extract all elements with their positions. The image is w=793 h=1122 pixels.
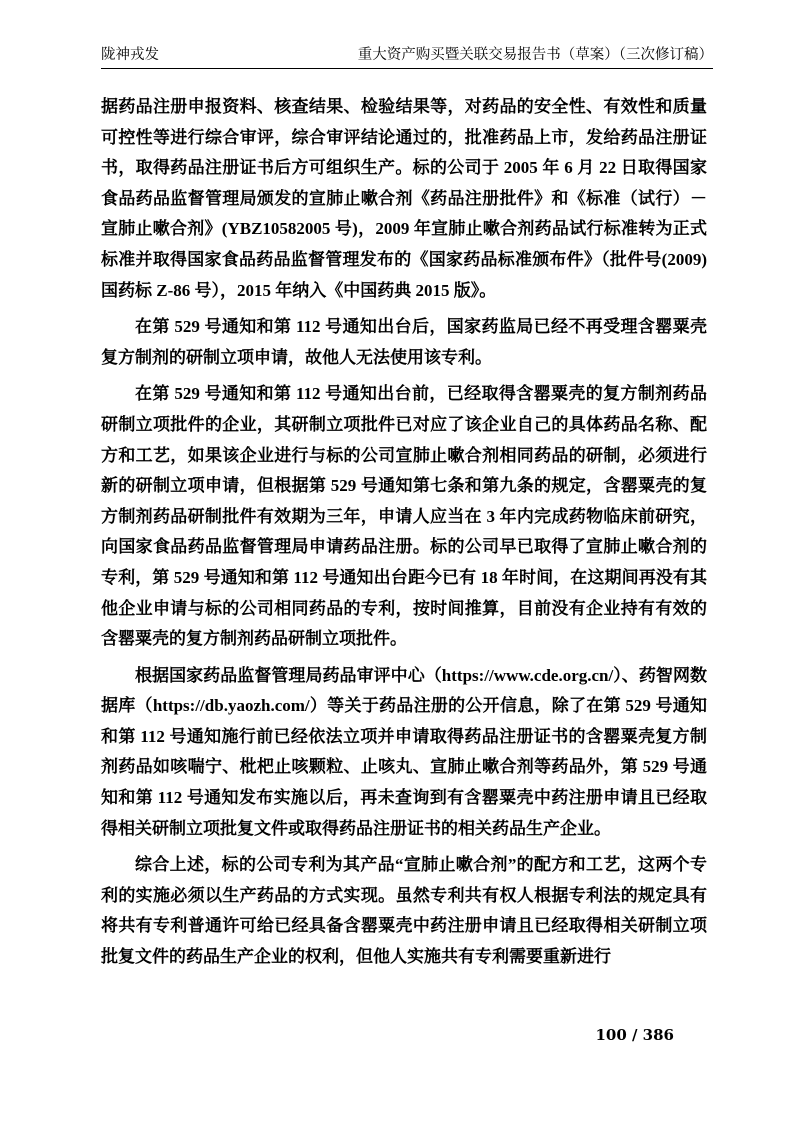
paragraph: 据药品注册申报资料、核查结果、检验结果等，对药品的安全性、有效性和质量可控性等进行综合审评，综合审评结论通过的，批准药品上市，发给药品注册证书，取得药品注册证书后方可组织生产。标的公司于 2005 年 6 月 22 日取得国家食品药品监督管理局颁发的宣肺止嗽合剂《药品注册批件》和《标准（试行）－宣肺止嗽合剂》(YBZ10582005 号)，2009 年宣肺止嗽合剂药品试行标准转为正式标准并取得国家食品药品监督管理发布的《国家药品标准颁布件》（批件号(2009)国药标 Z-86 号），2015 年纳入《中国药典 2015 版》。	[101, 97, 707, 300]
paragraph: 根据国家药品监督管理局药品审评中心（https://www.cde.org.cn/）、药智网数据库（https://db.yaozh.com/）等关于药品注册的公开信息，除了在第 529 号通知和第 112 号通知施行前已经依法立项并申请取得药品注册证书的含罂粟壳复方制剂药品如咳喘宁、枇杷止咳颗粒、止咳丸、宣肺止嗽合剂等药品外，第 529 号通知和第 112 号通知发布实施以后，再未查询到有含罂粟壳中药注册申请且已经取得相关研制立项批复文件或取得药品注册证书的相关药品生产企业。	[101, 665, 707, 838]
paragraph: 综合上述，标的公司专利为其产品“宣肺止嗽合剂”的配方和工艺，这两个专利的实施必须以生产药品的方式实现。虽然专利共有权人根据专利法的规定具有将共有专利普通许可给已经具备含罂粟壳中药注册申请且已经取得相关研制立项批复文件的药品生产企业的权利，但他人实施共有专利需要重新进行	[101, 855, 707, 967]
page-number: 100 / 386	[595, 1026, 674, 1044]
paragraph: 在第 529 号通知和第 112 号通知出台后，国家药监局已经不再受理含罂粟壳复方制剂的研制立项申请，故他人无法使用该专利。	[101, 317, 707, 367]
header-report-title: 重大资产购买暨关联交易报告书（草案）（三次修订稿）	[357, 47, 713, 63]
page-footer	[101, 1026, 707, 1045]
paragraph: 在第 529 号通知和第 112 号通知出台前，已经取得含罂粟壳的复方制剂药品研制立项批件的企业，其研制立项批件已对应了该企业自己的具体药品名称、配方和工艺，如果该企业进行与标的公司宣肺止嗽合剂相同药品的研制，必须进行新的研制立项申请，但根据第 529 号通知第七条和第九条的规定，含罂粟壳的复方制剂药品研制批件有效期为三年，申请人应当在 3 年内完成药物临床前研究，向国家食品药品监督管理局申请药品注册。标的公司早已取得了宣肺止嗽合剂的专利，第 529 号通知和第 112 号通知出台距今已有 18 年时间，在这期间再没有其他企业申请与标的公司相同药品的专利，按时间推算，目前没有企业持有有效的含罂粟壳的复方制剂药品研制立项批件。	[101, 384, 707, 649]
header-company-name: 陇神戎发	[101, 47, 159, 63]
page-header	[101, 46, 713, 69]
document-body	[101, 92, 707, 979]
